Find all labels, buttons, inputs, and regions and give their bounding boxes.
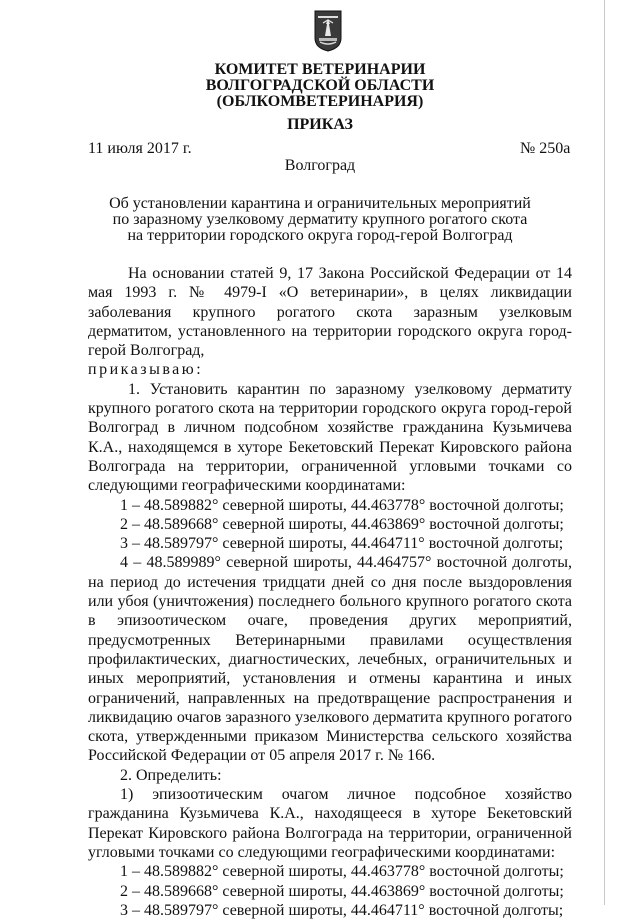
- org-name-line1: КОМИТЕТ ВЕТЕРИНАРИИ: [214, 61, 426, 78]
- subject-line1: Об установлении карантина и ограничительных мероприятий: [109, 195, 531, 212]
- doc-date: 11 июля 2017 г.: [88, 140, 192, 157]
- doc-city: Волгоград: [284, 157, 356, 174]
- page-edge-line: [604, 0, 605, 905]
- subject-line2: по заразному узелковому дерматиту крупного рогатого скота: [112, 211, 528, 228]
- org-name-line2: ВОЛГОГРАДСКОЙ ОБЛАСТИ: [205, 77, 435, 94]
- coord-line: 3 – 48.589797° северной широты, 44.464711° восточной долготы;: [120, 901, 564, 919]
- doc-number: № 250а: [520, 140, 571, 157]
- intro-paragraph: [88, 264, 572, 360]
- doc-type-title: ПРИКАЗ: [287, 116, 353, 133]
- coord-line: 3 – 48.589797° северной широты, 44.464711° восточной долготы;: [120, 535, 564, 553]
- coat-of-arms-emblem: [314, 10, 342, 52]
- subject-line3: на территории городского округа город-герой Волгоград: [127, 227, 513, 244]
- coord-line-4-paragraph: 4 – 48.589989° северной широты, 44.464757° восточной долготы, на период до истечения тридцати дней со дня после выздоровления или убоя (уничтожения) последнего больного крупного рогатого скота в эпизоотическом очаге, проведения других мероприятий, предусмотренных Ветеринарными правилами осуществления профилактических, диагностических, лечебных, ограничительных и иных мероприятий, установления и отмены карантина и иных ограничений, направленных на предотвращение распространения и ликвидацию очагов заразного узелкового дерматита крупного рогатого скота, утвержденными приказом Министерства сельского хозяйства Российской Федерации от 05 апреля 2017 г. № 166.: [88, 554, 572, 765]
- org-name-line3: (ОБЛКОМВЕТЕРИНАРИЯ): [216, 93, 424, 110]
- order-word: приказываю:: [88, 361, 204, 379]
- item2-heading: 2. Определить:: [120, 766, 222, 784]
- coord-line: 2 – 48.589668° северной широты, 44.463869° восточной долготы;: [120, 882, 564, 900]
- order-body: [88, 264, 572, 920]
- intro-text: На основании статей 9, 17 Закона Российской Федерации от 14 мая 1993 г. № 4979-I «О ветеринарии», в целях ликвидации заболевания крупного рогатого скота заразным узелковым дерматитом, установленного на территории городского округа город-герой Волгоград,: [88, 265, 572, 360]
- coord-line: 1 – 48.589882° северной широты, 44.463778° восточной долготы;: [120, 863, 564, 881]
- coord-line: 2 – 48.589668° северной широты, 44.463869° восточной долготы;: [120, 515, 564, 533]
- item1-paragraph: 1. Установить карантин по заразному узелковому дерматиту крупного рогатого скота на территории городского округа город-герой Волгоград в личном подсобном хозяйстве гражданина Кузьмичева К.А., находящемся в хуторе Бекетовский Перекат Кировского района Волгограда на территории, ограниченной угловыми точками со следующими географическими координатами:: [88, 380, 572, 495]
- order-word-paragraph: [88, 360, 572, 379]
- coord-line: 1 – 48.589882° северной широты, 44.463778° восточной долготы;: [120, 496, 564, 514]
- item2-1-paragraph: 1) эпизоотическим очагом личное подсобное хозяйство гражданина Кузьмичева К.А., находящееся в хуторе Бекетовский Перекат Кировского района Волгограда на территории, ограниченной угловыми точками со следующими географическими координатами:: [88, 786, 572, 861]
